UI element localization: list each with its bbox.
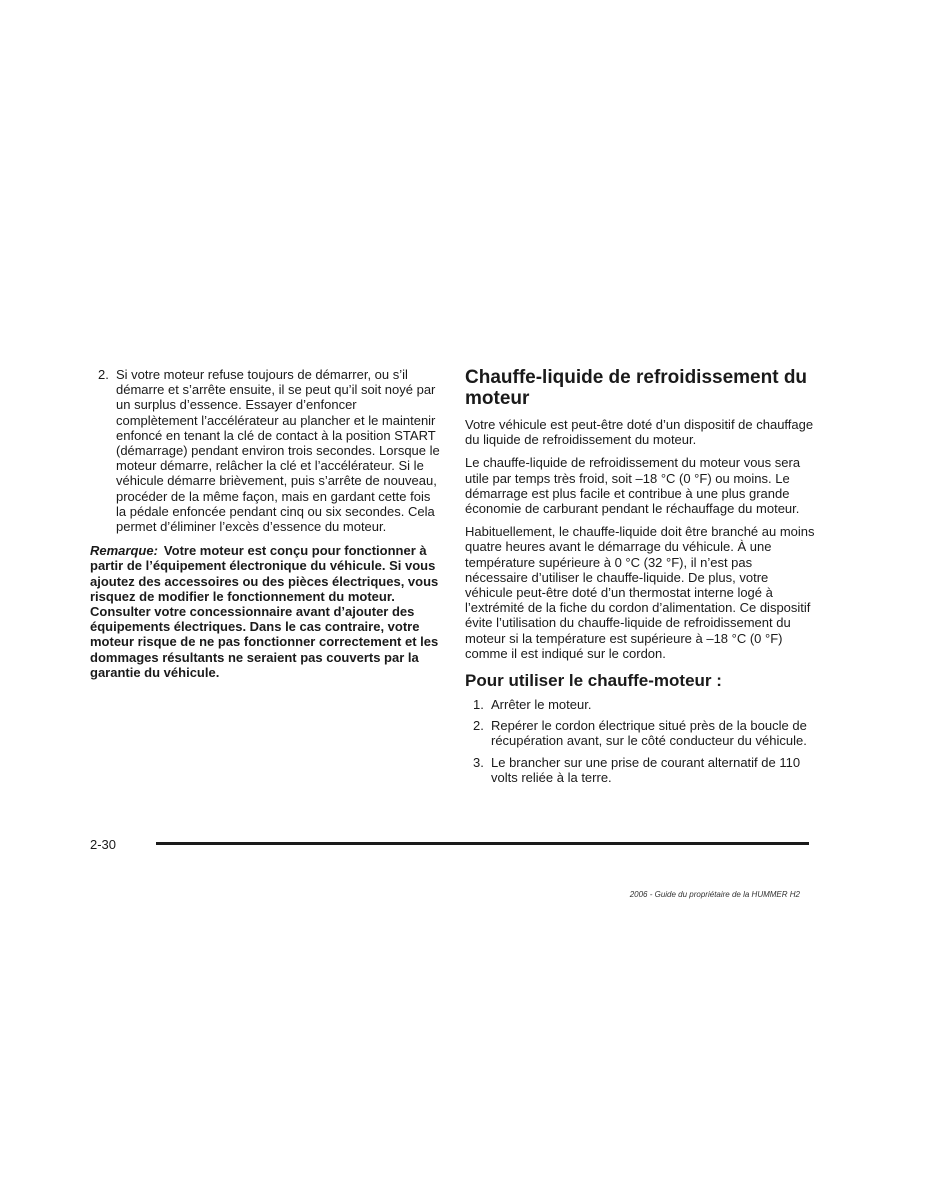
step-text: Arrêter le moteur. <box>491 697 592 713</box>
step-number: 1. <box>473 697 484 713</box>
footer-caption: 2006 - Guide du propriétaire de la HUMMER H2 <box>629 890 800 899</box>
list-item <box>90 367 440 534</box>
steps-list <box>465 697 815 785</box>
remark-note <box>90 543 440 680</box>
paragraph: Habituellement, le chauffe-liquide doit être branché au moins quatre heures avant le démarrage du véhicule. À une température supérieure à 0 °C (32 °F), il n’est pas nécessaire d’utiliser le chauffe-liquide. De plus, votre véhicule peut-être doté d’un thermostat interne logé à l’extrémité de la fiche du cordon d’alimentation. Ce dispositif évite l’utilisation du chauffe-liquide de refroidissement du moteur si la température est supérieure à –18 °C (0 °F) comme il est indiqué sur le cordon. <box>465 524 815 661</box>
step-number: 3. <box>473 754 484 770</box>
step-item <box>465 755 815 785</box>
section-heading: Chauffe-liquide de refroidissement du moteur <box>465 367 808 409</box>
step-item <box>465 718 815 748</box>
subsection-heading: Pour utiliser le chauffe-moteur : <box>465 671 722 691</box>
paragraph: Votre véhicule est peut-être doté d’un dispositif de chauffage du liquide de refroidissement du moteur. <box>465 417 814 448</box>
step-item <box>465 697 815 712</box>
step-text: Repérer le cordon électrique situé près de la boucle de récupération avant, sur le côté conducteur du véhicule. <box>491 718 807 749</box>
paragraph: Le chauffe-liquide de refroidissement du moteur vous sera utile par temps très froid, soit –18 °C (0 °F) ou moins. Le démarrage est plus facile et contribue à une plus grande économie de carburant pendant le réchauffage du moteur. <box>465 455 801 517</box>
remark-label: Remarque: <box>90 543 158 559</box>
step-number: 2. <box>473 718 484 734</box>
list-text: Si votre moteur refuse toujours de démarrer, ou s’il démarre et s’arrête ensuite, il se peut qu’il soit noyé par un surplus d’essence. Essayer d’enfoncer complètement l’accélérateur au plancher et le maintenir enfoncé en tenant la clé de contact à la position START (démarrage) pendant environ trois secondes. Lorsque le moteur démarre, relâcher la clé et l’accélérateur. Si le véhicule démarre brièvement, puis s’arrête de nouveau, procéder de la même façon, mais en gardant cette fois la pédale enfoncée pendant cinq ou six secondes. Cela permet d’éliminer l’excès d’essence du moteur. <box>116 367 440 535</box>
remark-text: Votre moteur est conçu pour fonctionner à partir de l’équipement électronique du véhicule. Si vous ajoutez des accessoires ou des pièces électriques, vous risquez de modifier le fonctionnement du moteur. Consulter votre concessionnaire avant d’ajouter des équipements électriques. Dans le cas contraire, votre moteur risque de ne pas fonctionner correctement et les dommages résultants ne seraient pas couverts par la garantie du véhicule. <box>90 543 439 680</box>
right-column <box>465 367 815 791</box>
footer-rule <box>156 842 809 845</box>
list-number: 2. <box>98 367 109 382</box>
left-column <box>90 367 440 680</box>
step-text: Le brancher sur une prise de courant alternatif de 110 volts reliée à la terre. <box>491 754 801 785</box>
page-number: 2-30 <box>90 837 117 852</box>
